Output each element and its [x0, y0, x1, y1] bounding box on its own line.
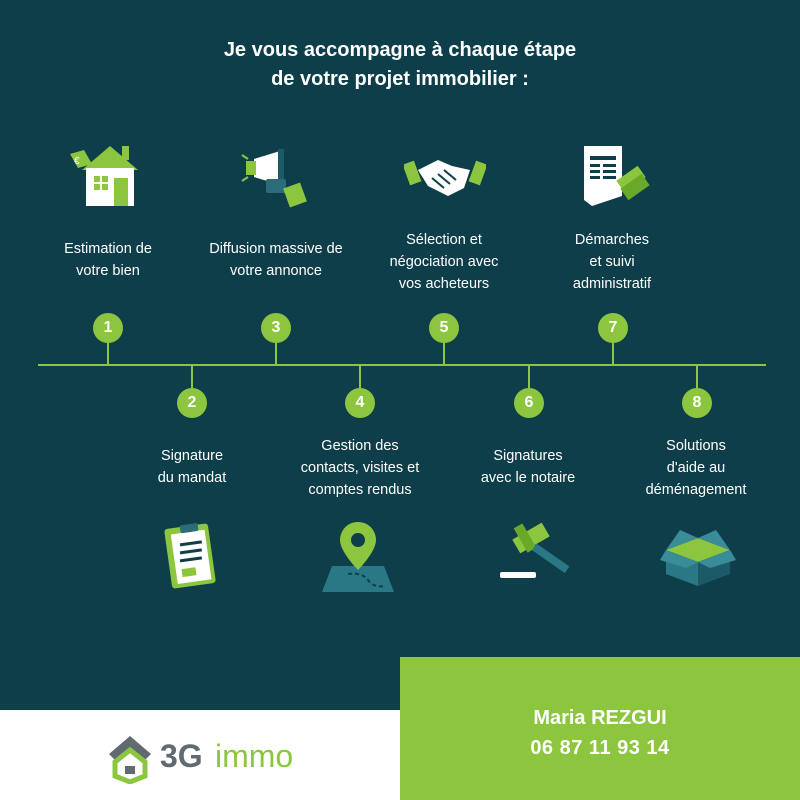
step-8-stem	[696, 365, 698, 390]
house-icon	[68, 140, 140, 210]
step-4-label: Gestion des contacts, visites et comptes rendus	[300, 438, 420, 498]
step-1-stem	[107, 340, 109, 365]
timeline-line	[38, 364, 766, 366]
step-3-label: Diffusion massive de votre annonce	[209, 241, 343, 279]
step-2-stem	[191, 365, 193, 390]
step-6-number: 6	[514, 388, 544, 418]
step-7-label: Démarches et suivi administratif	[572, 232, 652, 292]
title-line-2: de votre projet immobilier :	[271, 68, 529, 90]
title-line-1: Je vous accompagne à chaque étape	[223, 39, 577, 61]
step-5-label: Sélection et négociation avec vos acheteurs	[389, 232, 499, 292]
gavel-icon	[496, 520, 578, 584]
megaphone-icon	[240, 145, 310, 210]
step-5-number: 5	[429, 313, 459, 343]
map-pin-icon	[318, 518, 398, 594]
page-title	[0, 36, 800, 94]
contact-panel	[400, 657, 800, 800]
step-3-number: 3	[261, 313, 291, 343]
document-money-icon	[578, 140, 650, 210]
logo-house-mark-icon	[105, 732, 155, 784]
step-8-label: Solutions d'aide au déménagement	[645, 438, 747, 498]
step-6-stem	[528, 365, 530, 390]
box-icon	[660, 520, 736, 588]
step-2-label: Signature du mandat	[157, 448, 227, 486]
step-6-label: Signatures avec le notaire	[480, 448, 576, 486]
logo-text-immo: immo	[215, 738, 294, 774]
svg-text:€: €	[74, 156, 80, 167]
step-2-number: 2	[177, 388, 207, 418]
logo-text-3g: 3G	[160, 738, 203, 774]
agent-phone[interactable]: 06 87 11 93 14	[530, 737, 670, 759]
logo-area	[0, 710, 400, 800]
step-1-label: Estimation de votre bien	[64, 241, 152, 279]
step-4-stem	[359, 365, 361, 390]
step-7-stem	[612, 340, 614, 365]
handshake-icon	[404, 148, 486, 200]
step-8-number: 8	[682, 388, 712, 418]
step-4-number: 4	[345, 388, 375, 418]
step-7-number: 7	[598, 313, 628, 343]
agent-name: Maria REZGUI	[533, 707, 667, 729]
step-1-number: 1	[93, 313, 123, 343]
step-3-stem	[275, 340, 277, 365]
step-5-stem	[443, 340, 445, 365]
clipboard-icon	[162, 520, 222, 592]
